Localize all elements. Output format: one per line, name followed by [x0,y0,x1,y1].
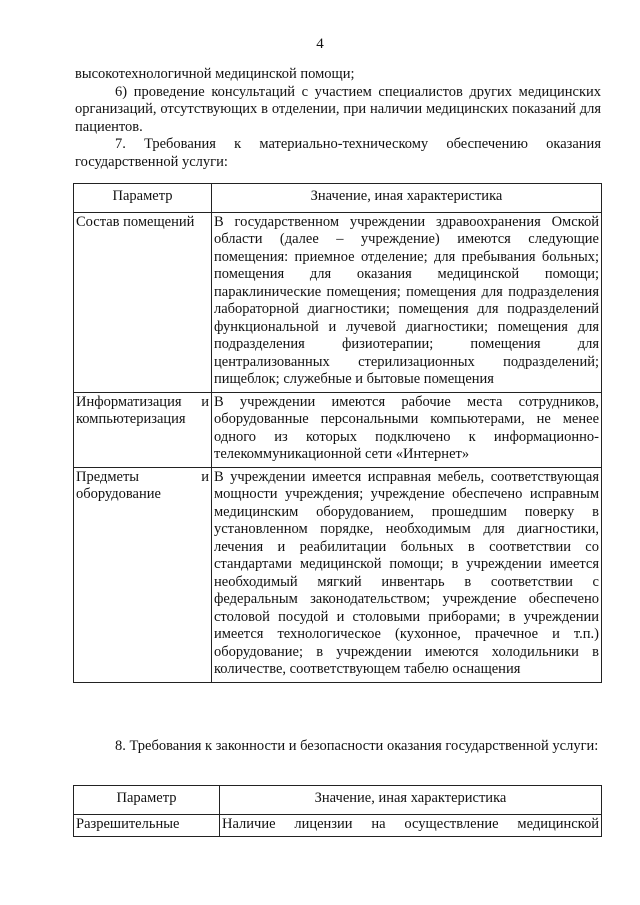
header-parameter: Параметр [74,184,212,213]
table-row [74,467,602,682]
row-value: В учреждении имеются рабочие места сотрудников, оборудованные персональными компьютерами, не менее одного из которых подключено к информационно-телекоммуникационной сети «Интернет» [212,392,602,467]
header-parameter: Параметр [74,786,220,815]
paragraph-item-8: 8. Требования к законности и безопасности оказания государственной услуги: [115,738,599,754]
paragraph-item-6: 6) проведение консультаций с участием специалистов других медицинских организаций, отсутствующих в отделении, при наличии медицинских показаний для пациентов. [75,83,601,135]
section-8-text [75,738,601,756]
row-value: Наличие лицензии на осуществление медицинской [220,814,602,837]
row-value: В учреждении имеется исправная мебель, соответствующая мощности учреждения; учреждение обеспечено исправным медицинским оборудованием, прошедшим поверку в установленном порядке, необходимым для диагностики, лечения и реабилитации больных в соответствии со стандартами медицинской помощи; в учреждении имеется необходимый мягкий инвентарь в соответствии с федеральным законодательством; учреждение обеспечено столовой посудой и столовыми приборами; в учреждении имеется технологическое (кухонное, прачечное и т.п.) оборудование; в учреждении имеются холодильники в количестве, соответствующем табелю оснащения [212,467,602,682]
row-parameter: Разрешительные [74,814,220,837]
legality-safety-requirements-table [73,785,602,837]
page-number: 4 [316,36,324,52]
row-parameter: Предметы и оборудование [74,467,212,682]
table-row [74,814,602,837]
paragraph-item-7: 7. Требования к материально-техническому обеспечению оказания государственной услуги: [75,136,601,170]
row-parameter: Состав помещений [74,212,212,392]
row-value: В государственном учреждении здравоохранения Омской области (далее – учреждение) имеются следующие помещения: приемное отделение; для пребывания больных; помещения для оказания медицинской помощи; параклинические помещения; помещения для подразделения лабораторной диагностики; помещения для подразделений функциональной и лучевой диагностики; помещения для подразделения физиотерапии; помещения для централизованных стерилизационных подразделений; пищеблок; служебные и бытовые помещения [212,212,602,392]
intro-text [75,66,601,171]
header-value: Значение, иная характеристика [212,184,602,213]
intro-line: высокотехнологичной медицинской помощи; [75,66,355,82]
table-header-row [74,786,602,815]
table-row [74,212,602,392]
table-header-row [74,184,602,213]
header-value: Значение, иная характеристика [220,786,602,815]
material-technical-requirements-table [73,183,602,683]
row-parameter: Информатизация и компьютеризация [74,392,212,467]
table-row [74,392,602,467]
